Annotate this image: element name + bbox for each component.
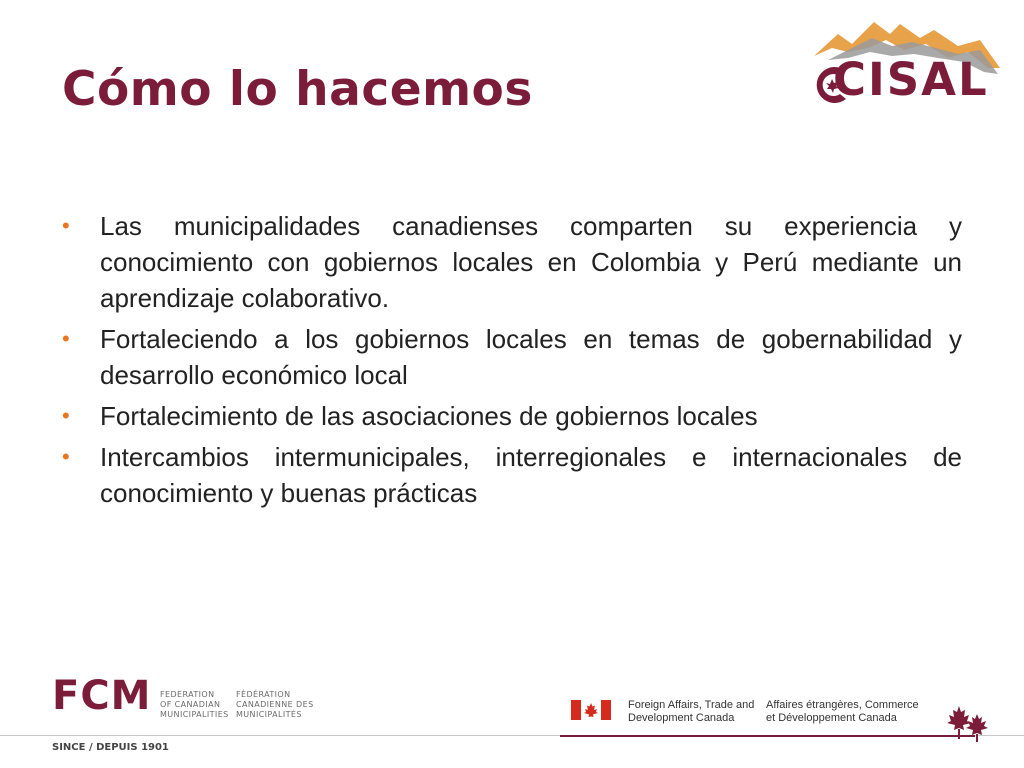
- list-item-text: Intercambios intermunicipales, interregionales e internacionales de conocimiento y buenas prácticas: [100, 442, 962, 508]
- gov-french-name: Affaires étrangères, Commerce et Développement Canada: [766, 699, 919, 724]
- page-title: Cómo lo hacemos: [62, 62, 533, 117]
- gov-english-name: Foreign Affairs, Trade and Development Canada: [628, 699, 755, 724]
- maple-leaves-icon: [945, 702, 991, 744]
- fcm-english-name: FEDERATION OF CANADIAN MUNICIPALITIES: [160, 690, 229, 719]
- bullet-icon: •: [62, 326, 70, 351]
- list-item-text: Fortalecimiento de las asociaciones de gobiernos locales: [100, 401, 758, 431]
- fcm-french-name: FÉDÉRATION CANADIENNE DES MUNICIPALITÉS: [236, 690, 314, 719]
- list-item: [62, 208, 962, 316]
- list-item-text: Fortaleciendo a los gobiernos locales en temas de gobernabilidad y desarrollo económico local: [100, 324, 962, 390]
- list-item: [62, 321, 962, 393]
- fcm-logo: FCM: [52, 673, 152, 719]
- list-item: [62, 398, 962, 434]
- gov-divider: [560, 735, 975, 737]
- bullet-icon: •: [62, 444, 70, 469]
- bullet-icon: •: [62, 213, 70, 238]
- bullet-icon: •: [62, 403, 70, 428]
- list-item: [62, 439, 962, 511]
- canada-flag-icon: [571, 700, 611, 720]
- bullet-list: [62, 208, 962, 516]
- list-item-text: Las municipalidades canadienses comparten su experiencia y conocimiento con gobiernos locales en Colombia y Perú mediante un aprendizaje colaborativo.: [100, 211, 962, 313]
- fcm-since: SINCE / DEPUIS 1901: [52, 742, 169, 753]
- cisal-wordmark: CISAL: [833, 53, 989, 106]
